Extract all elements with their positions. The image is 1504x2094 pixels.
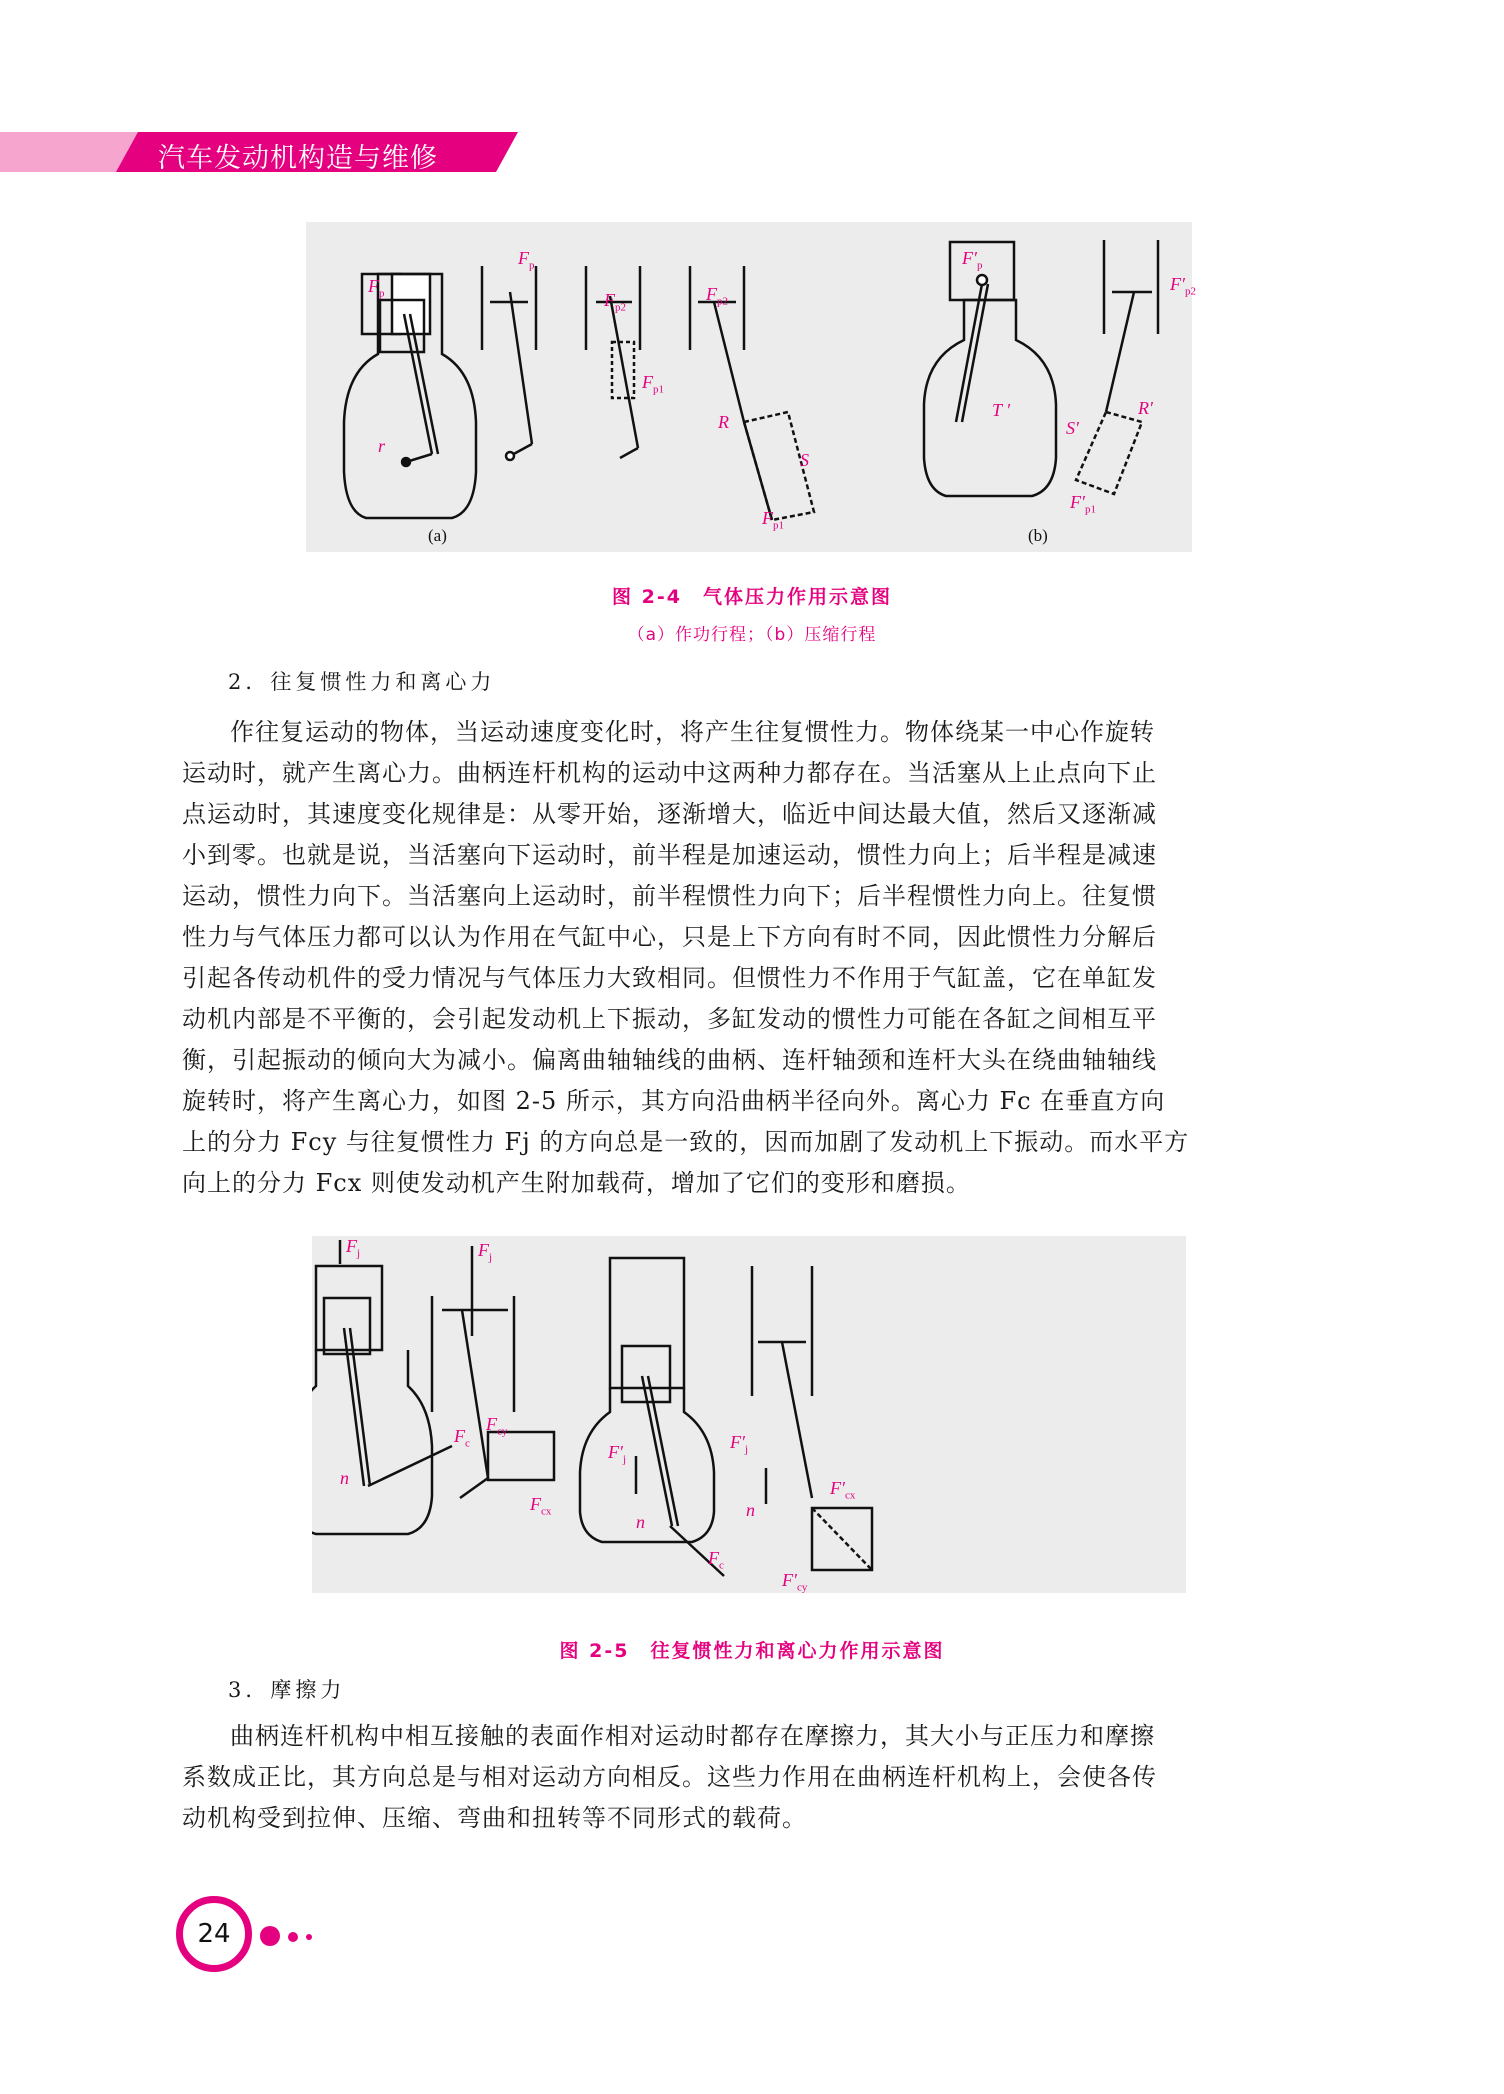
- paragraph-line: 性力与气体压力都可以认为作用在气缸中心，只是上下方向有时不同，因此惯性力分解后: [182, 923, 1157, 951]
- figure-2-4-R-prime-label: R′: [1138, 398, 1153, 418]
- section-heading-inertia: 2．往复惯性力和离心力: [228, 670, 496, 694]
- paragraph-line: 动机构受到拉伸、压缩、弯曲和扭转等不同形式的载荷。: [182, 1804, 807, 1832]
- figure-2-4-label-a: (a): [428, 526, 447, 545]
- paragraph-line: 小到零。也就是说，当活塞向下运动时，前半程是加速运动，惯性力向上；后半程是减速: [182, 841, 1157, 869]
- decorative-dot-icon: [260, 1926, 280, 1946]
- figure-2-5-fj-prime-label: $F'_j$: [608, 1442, 626, 1466]
- figure-2-4-R-label: R: [718, 412, 729, 432]
- paragraph-line: 系数成正比，其方向总是与相对运动方向相反。这些力作用在曲柄连杆机构上，会使各传: [182, 1763, 1157, 1791]
- paragraph-line: 上的分力 Fcy 与往复惯性力 Fj 的方向总是一致的，因而加剧了发动机上下振动。而水平方: [182, 1128, 1190, 1156]
- figure-2-4-T-prime-label: T ′: [992, 400, 1011, 420]
- figure-2-5-fcx-label: $F_{cx}$: [530, 1494, 552, 1518]
- paragraph-line: 引起各传动机件的受力情况与气体压力大致相同。但惯性力不作用于气缸盖，它在单缸发: [182, 964, 1157, 992]
- paragraph-line: 旋转时，将产生离心力，如图 2-5 所示，其方向沿曲柄半径向外。离心力 Fc 在垂直方向: [182, 1087, 1166, 1115]
- gas-pressure-diagram: [306, 222, 1192, 552]
- figure-2-4-fp2-prime-label: $F'_{p2}$: [1170, 274, 1196, 298]
- figure-2-4-S-label: S: [800, 450, 809, 470]
- figure-2-5-fcy-label: $F_{cy}$: [486, 1414, 508, 1438]
- inertia-centrifugal-diagram: [312, 1236, 1186, 1593]
- paragraph-line: 作往复运动的物体，当运动速度变化时，将产生往复惯性力。物体绕某一中心作旋转: [230, 718, 1155, 746]
- paragraph-line: 点运动时，其速度变化规律是：从零开始，逐渐增大，临近中间达最大值，然后又逐渐减: [182, 800, 1157, 828]
- figure-2-4-fp1-bottom-label: $F_{p1}$: [762, 508, 784, 532]
- figure-2-4-fp1-label: $F_{p1}$: [642, 372, 664, 396]
- header-bar: [0, 128, 520, 178]
- figure-2-5-fcx-prime-label: $F'_{cx}$: [830, 1478, 856, 1502]
- figure-2-5-n-2-label: n: [636, 1512, 645, 1532]
- paragraph-line: 运动，惯性力向下。当活塞向上运动时，前半程惯性力向下；后半程惯性力向上。往复惯: [182, 882, 1157, 910]
- figure-2-4: [306, 222, 1196, 552]
- figure-2-4-fp1-prime-label: $F'_{p1}$: [1070, 492, 1096, 516]
- paragraph-line: 向上的分力 Fcx 则使发动机产生附加载荷，增加了它们的变形和磨损。: [182, 1169, 971, 1197]
- figure-2-4-subcaption: （a）作功行程；（b）压缩行程: [627, 625, 877, 645]
- paragraph-line: 衡，引起振动的倾向大为减小。偏离曲轴轴线的曲柄、连杆轴颈和连杆大头在绕曲轴轴线: [182, 1046, 1157, 1074]
- figure-2-5-fc-2-label: $F_c$: [708, 1548, 724, 1572]
- paragraph-line: 曲柄连杆机构中相互接触的表面作相对运动时都存在摩擦力，其大小与正压力和摩擦: [230, 1722, 1155, 1750]
- figure-2-5: [312, 1236, 1186, 1593]
- figure-2-4-label-b: (b): [1028, 526, 1048, 545]
- decorative-dot-icon: [288, 1932, 298, 1942]
- figure-2-4-r-label: r: [378, 436, 386, 456]
- figure-2-5-fj-2-label: $F_j$: [478, 1240, 493, 1264]
- figure-2-4-fp-prime-top-label: $F'_p$: [962, 248, 983, 272]
- figure-2-4-S-prime-label: S′: [1066, 418, 1079, 438]
- paragraph-friction: [182, 1716, 1322, 1839]
- section-heading-friction: 3．摩擦力: [228, 1678, 346, 1702]
- figure-2-5-fj-label: $F_j$: [346, 1236, 361, 1260]
- paragraph-inertia: [182, 712, 1322, 1204]
- figure-2-5-fj-prime-2-label: $F'_j$: [730, 1432, 748, 1456]
- page-number: 24: [176, 1896, 252, 1972]
- figure-2-5-caption: 图 2-5 往复惯性力和离心力作用示意图: [559, 1640, 945, 1662]
- book-title: 汽车发动机构造与维修: [158, 143, 438, 174]
- decorative-dot-icon: [306, 1934, 312, 1940]
- figure-2-5-n-label: n: [340, 1468, 349, 1488]
- figure-2-4-fp-label: $F_p$: [368, 276, 385, 300]
- figure-2-4-fp2-label: $F_{p2}$: [604, 290, 626, 314]
- paragraph-line: 运动时，就产生离心力。曲柄连杆机构的运动中这两种力都存在。当活塞从上止点向下止: [182, 759, 1157, 787]
- figure-2-5-fc-label: $F_c$: [454, 1426, 470, 1450]
- page-footer: [176, 1896, 356, 1976]
- figure-2-4-fp-top-label: $F_p$: [518, 248, 535, 272]
- figure-2-5-fcy-prime-label: $F'_{cy}$: [782, 1570, 808, 1594]
- paragraph-line: 动机内部是不平衡的，会引起发动机上下振动，多缸发动的惯性力可能在各缸之间相互平: [182, 1005, 1157, 1033]
- figure-2-4-caption: 图 2-4 气体压力作用示意图: [612, 586, 892, 608]
- figure-2-4-fp2-right-label: $F_{p2}$: [706, 284, 728, 308]
- figure-2-5-n-3-label: n: [746, 1500, 755, 1520]
